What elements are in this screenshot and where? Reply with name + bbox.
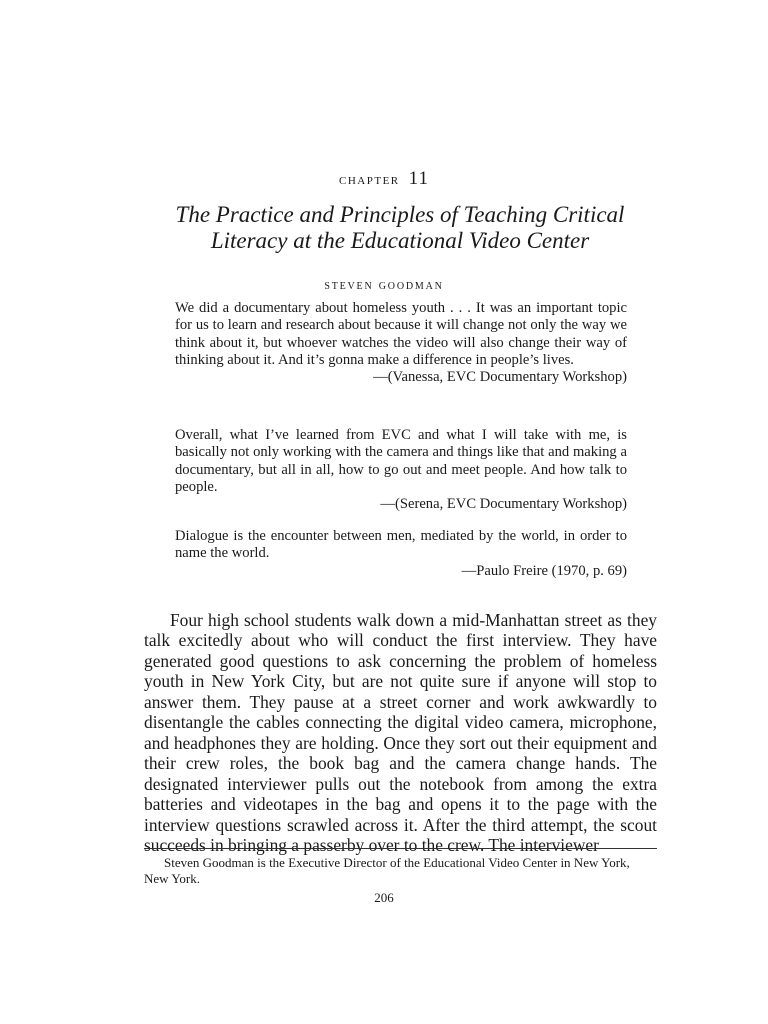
- epigraph: [175, 300, 627, 386]
- body-paragraph: Four high school students walk down a mid-Manhattan street as they talk excitedly about who will conduct the first interview. They have generated good questions to ask concerning the problem of homeless youth in New York City, but are not quite sure if anyone will stop to answer them. They pause at a street corner and work awkwardly to disentangle the cables connecting the digital video camera, microphone, and headphones they are holding. Once they sort out their equipment and their crew roles, the book bag and the camera change hands. The designated interviewer pulls out the notebook from among the extra batteries and videotapes in the bag and opens it to the page with the interview questions scrawled across it. After the third attempt, the scout succeeds in bringing a passerby over to the crew. The interviewer: [144, 610, 657, 855]
- chapter-word: chapter: [339, 171, 400, 188]
- epigraph: [175, 427, 627, 513]
- epigraph-quote: We did a documentary about homeless youth . . . It was an important topic for us to learn and research about because it will change not only the way we think about it, but whoever watches the video will also change their way of thinking about it. And it’s gonna make a difference in people’s lives.: [175, 300, 627, 368]
- chapter-number: 11: [408, 168, 429, 189]
- epigraph-attribution: —Paulo Freire (1970, p. 69): [461, 562, 627, 579]
- epigraph-quote: Dialogue is the encounter between men, mediated by the world, in order to name the world.: [175, 528, 627, 562]
- page-number: 206: [374, 890, 394, 905]
- chapter-label: [0, 168, 768, 190]
- epigraph-quote: Overall, what I’ve learned from EVC and what I will take with me, is basically not only working with the camera and things like that and making a documentary, but all in all, how to go out and meet people. And how talk to people.: [175, 427, 627, 495]
- epigraph: [175, 528, 627, 580]
- chapter-title: The Practice and Principles of Teaching Critical Literacy at the Educational Video Center: [175, 202, 625, 253]
- author-name: steven goodman: [324, 278, 444, 293]
- footnote-divider: [144, 848, 657, 849]
- epigraph-attribution: —(Vanessa, EVC Documentary Workshop): [373, 369, 627, 386]
- footnote: Steven Goodman is the Executive Director of the Educational Video Center in New York, New York.: [144, 855, 630, 886]
- epigraph-attribution: —(Serena, EVC Documentary Workshop): [380, 496, 627, 513]
